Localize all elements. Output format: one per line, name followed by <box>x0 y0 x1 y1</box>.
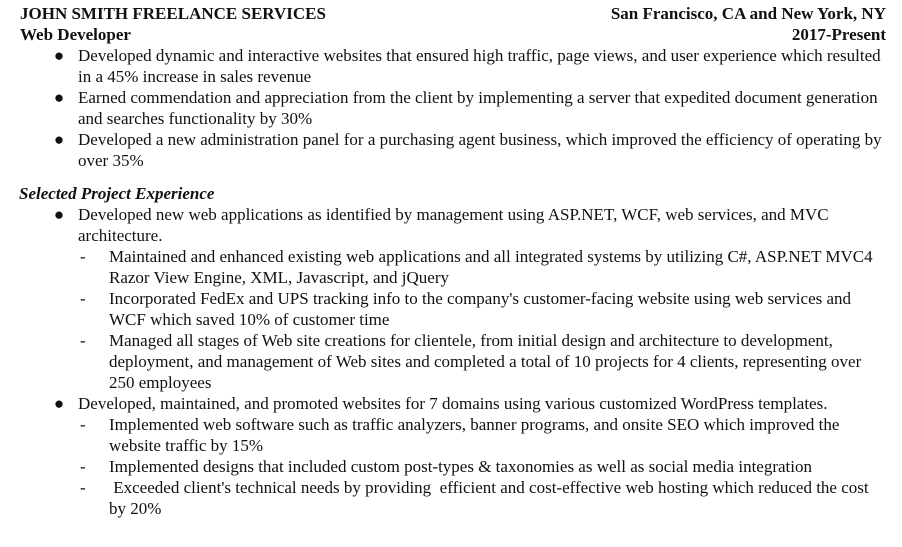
job-bullet-text: Earned commendation and appreciation from the client by implementing a server that expedited document generation and searches functionality by 30% <box>78 88 878 128</box>
job-bullet-text: Developed dynamic and interactive websites that ensured high traffic, page views, and user experience which resulted in a 45% increase in sales revenue <box>78 46 881 86</box>
project-sub-text: Exceeded client's technical needs by providing efficient and cost-effective web hosting which reduced the cost by 20% <box>109 478 873 518</box>
job-title: Web Developer <box>20 25 131 44</box>
section-heading: Selected Project Experience <box>19 184 215 203</box>
job-bullet <box>0 87 902 129</box>
project-sub-item <box>0 330 902 393</box>
job-bullet-text: Developed a new administration panel for a purchasing agent business, which improved the efficiency of operating by over 35% <box>78 130 882 170</box>
bullet-icon: ● <box>53 394 65 413</box>
project-sub-text: Incorporated FedEx and UPS tracking info to the company's customer-facing website using web services and WCF which saved 10% of customer time <box>109 289 852 329</box>
role-row <box>0 24 902 45</box>
job-dates: 2017-Present <box>791 25 886 44</box>
project-sub-text: Maintained and enhanced existing web applications and all integrated systems by utilizing C#, ASP.NET MVC4 Razor View Engine, XML, Javascript, and jQuery <box>109 247 873 287</box>
dash-icon: - <box>80 478 86 497</box>
employer-row <box>0 3 902 24</box>
project-sub-item <box>0 477 902 519</box>
bullet-icon: ● <box>53 130 65 149</box>
project-sub-item <box>0 414 902 456</box>
dash-icon: - <box>80 457 86 476</box>
bullet-icon: ● <box>53 46 65 65</box>
dash-icon: - <box>80 289 86 308</box>
project-list <box>0 204 902 246</box>
bullet-icon: ● <box>53 205 65 224</box>
job-bullet <box>0 129 902 171</box>
project-text: Developed, maintained, and promoted websites for 7 domains using various customized WordPress templates. <box>78 394 828 413</box>
project-sub-text: Managed all stages of Web site creations for clientele, from initial design and architecture to development, deployment, and management of Web sites and completed a total of 10 projects for 4 clients, representing over 250 employees <box>109 331 862 392</box>
job-bullet <box>0 45 902 87</box>
job-location: San Francisco, CA and New York, NY <box>610 4 886 23</box>
project-sub-list <box>0 246 902 393</box>
project-sub-list <box>0 414 902 519</box>
project-list <box>0 393 902 414</box>
project-text: Developed new web applications as identified by management using ASP.NET, WCF, web services, and MVC architecture. <box>78 205 829 245</box>
dash-icon: - <box>80 415 86 434</box>
bullet-icon: ● <box>53 88 65 107</box>
project-sub-item <box>0 246 902 288</box>
job-bullet-list <box>0 45 902 171</box>
dash-icon: - <box>80 247 86 266</box>
dash-icon: - <box>80 331 86 350</box>
project-sub-item <box>0 288 902 330</box>
project-sub-item <box>0 456 902 477</box>
project-item <box>0 393 902 414</box>
project-sub-text: Implemented designs that included custom post-types & taxonomies as well as social media integration <box>109 457 812 476</box>
resume-page <box>0 3 902 547</box>
project-item <box>0 204 902 246</box>
project-sub-text: Implemented web software such as traffic analyzers, banner programs, and onsite SEO which improved the website traffic by 15% <box>109 415 840 455</box>
company-name: JOHN SMITH FREELANCE SERVICES <box>20 4 326 23</box>
